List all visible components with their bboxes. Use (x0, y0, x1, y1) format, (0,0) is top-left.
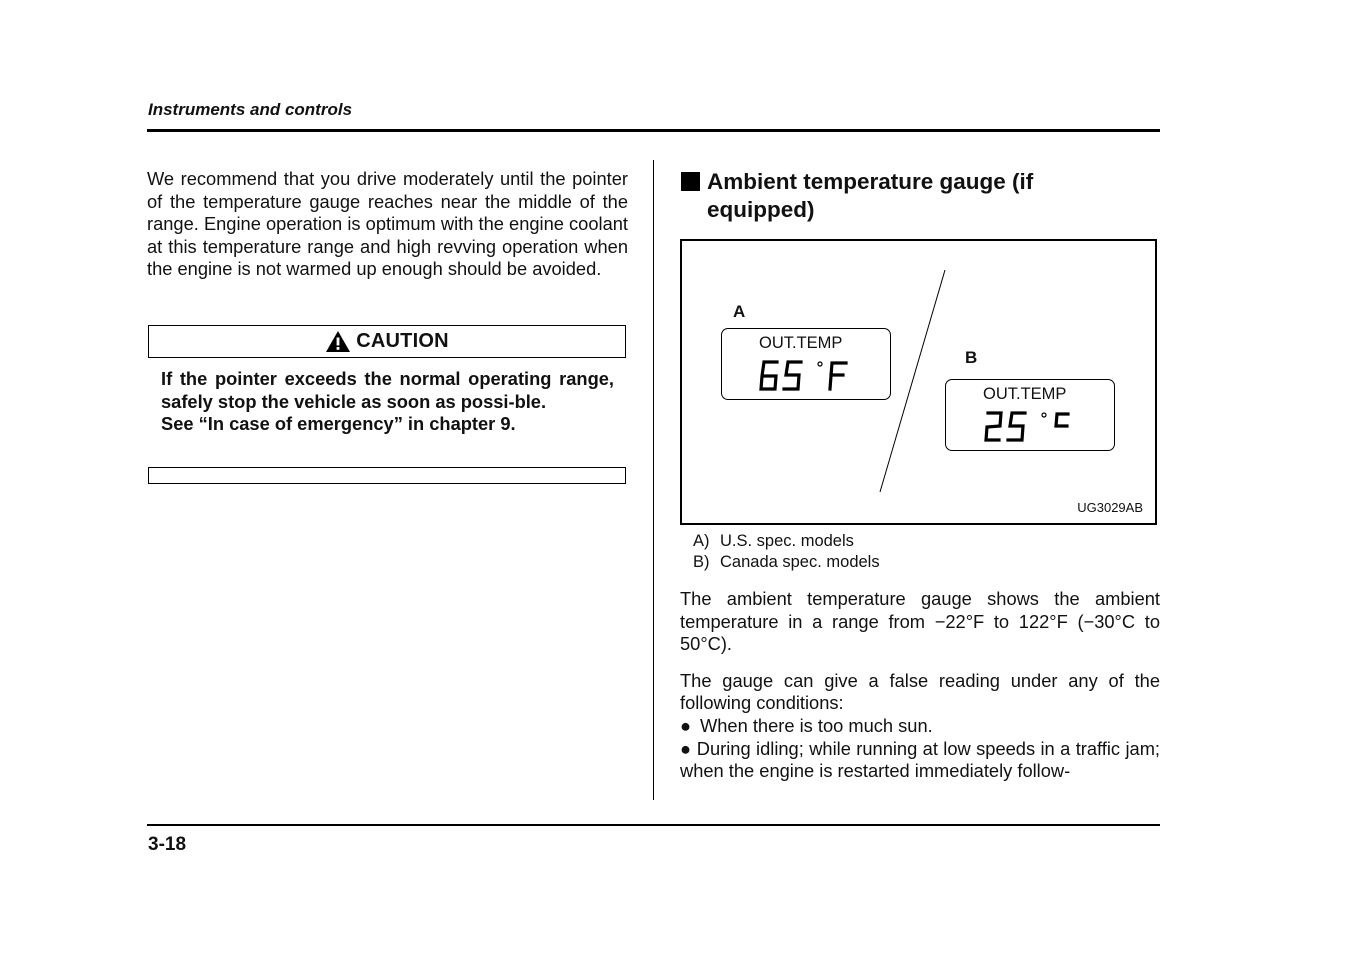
figure-label-b: B (965, 348, 978, 367)
lcd-a-title: OUT.TEMP (759, 334, 843, 352)
section-square-icon (681, 172, 700, 191)
caution-end-bar (148, 467, 626, 484)
legend-key: B) (693, 553, 710, 571)
lcd-display-a (721, 328, 891, 400)
bullet-text: When there is too much sun. (700, 714, 933, 736)
lcd-display-b (945, 379, 1115, 451)
bullet-dot-icon: ● (680, 714, 692, 736)
figure-legend (693, 531, 880, 573)
lcd-b-reading (982, 409, 1082, 445)
page-number: 3-18 (148, 834, 187, 855)
legend-text: U.S. spec. models (720, 532, 854, 550)
legend-text: Canada spec. models (720, 553, 880, 571)
section-title (681, 168, 1101, 224)
bullet-item (680, 715, 1160, 738)
bullet-dot-icon: ● (680, 737, 697, 759)
legend-item (693, 531, 880, 552)
footer-rule (147, 824, 1160, 826)
figure-label-a: A (733, 302, 746, 321)
caution-label: CAUTION (356, 330, 449, 352)
caution-line-2: See “In case of emergency” in chapter 9. (161, 413, 516, 435)
right-column-text (680, 588, 1160, 783)
caution-box (148, 325, 626, 358)
caution-line-1: If the pointer exceeds the normal operating range, safely stop the vehicle as soon as possi-ble. (161, 368, 614, 412)
column-divider (653, 160, 654, 800)
left-column (147, 168, 628, 281)
header-rule (147, 129, 1160, 132)
legend-key: A) (693, 532, 710, 550)
lcd-a-reading (758, 358, 858, 394)
legend-item (693, 552, 880, 573)
warning-triangle-icon (325, 330, 351, 353)
false-reading-block (680, 670, 1160, 783)
lcd-b-title: OUT.TEMP (983, 385, 1067, 403)
figure-box (680, 239, 1157, 525)
intro-paragraph: We recommend that you drive moderately until the pointer of the temperature gauge reaches near the middle of the range. Engine operation is optimum with the engine coolant at this temperature range and high revving operation when the engine is not warmed up enough should be avoided. (147, 168, 628, 280)
section-title-text: Ambient temperature gauge (if equipped) (707, 169, 1034, 222)
gauge-range-paragraph: The ambient temperature gauge shows the ambient temperature in a range from −22°F to 122°F (−30°C to 50°C). (680, 588, 1160, 655)
false-reading-intro: The gauge can give a false reading under any of the following conditions: (680, 669, 1160, 714)
caution-text (161, 368, 614, 436)
bullet-item-wrapped (680, 738, 1160, 783)
running-head: Instruments and controls (148, 100, 353, 119)
bullet-text: During idling; while running at low speeds in a traffic jam; when the engine is restarted immediately follow- (680, 737, 1161, 782)
figure-code: UG3029AB (1077, 500, 1143, 515)
